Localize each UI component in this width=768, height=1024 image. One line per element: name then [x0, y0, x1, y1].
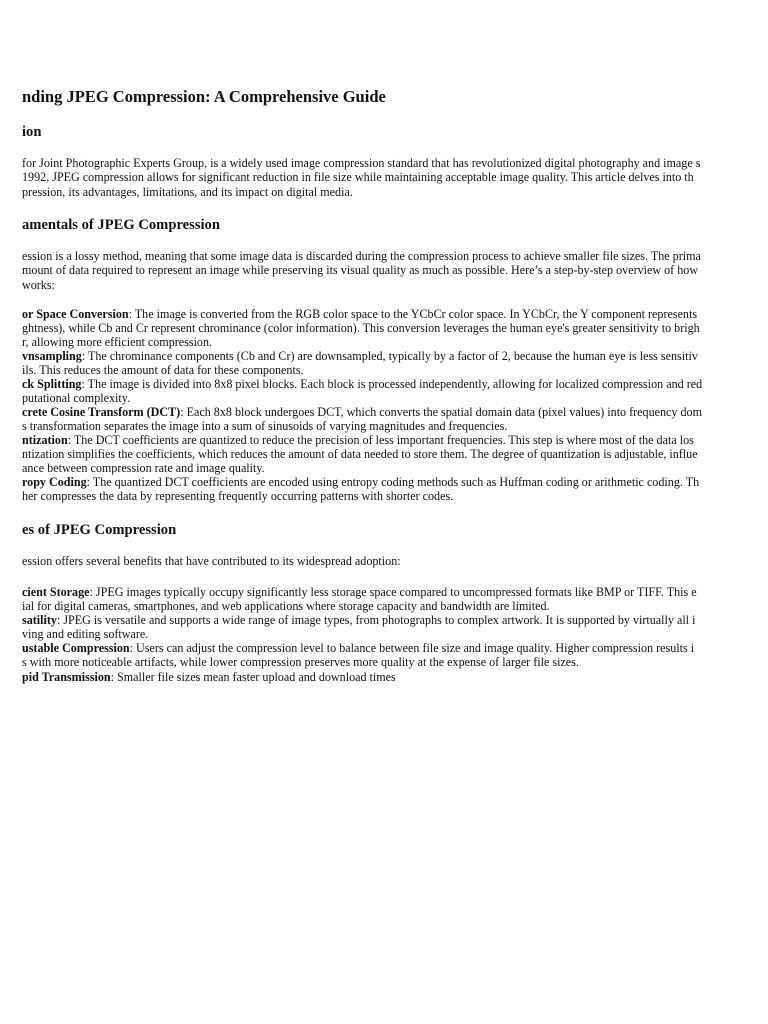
list-item-term: vnsampling: [22, 349, 82, 363]
list-item-term: ustable Compression: [22, 641, 130, 655]
paragraph-line: 1992, JPEG compression allows for significant reduction in file size while maintaining acceptable image quality. This article delves into th: [22, 170, 694, 184]
list-item-continuation: her compresses the data by representing frequently occurring patterns with shorter codes.: [22, 489, 454, 503]
list-item-continuation: ance between compression rate and image quality.: [22, 461, 265, 475]
list-item-continuation: ial for digital cameras, smartphones, and web applications where storage capacity and bandwidth are limited.: [22, 599, 550, 613]
list-item-downsampling: [22, 349, 698, 363]
list-item-text: : JPEG is versatile and supports a wide range of image types, from photographs to complex artwork. It is supported by virtually all i: [56, 613, 696, 627]
list-item-color-space-conversion: [22, 307, 697, 321]
list-item-term: pid Transmission: [22, 670, 111, 684]
paragraph-line: pression, its advantages, limitations, and its impact on digital media.: [22, 185, 353, 199]
list-item-continuation: s transformation separates the image into a sum of sinusoids of varying magnitudes and frequencies.: [22, 419, 508, 433]
list-item-term: crete Cosine Transform (DCT): [22, 405, 181, 419]
list-item-quantization: [22, 433, 694, 447]
list-item-term: ntization: [22, 433, 68, 447]
paragraph-line: ession offers several benefits that have contributed to its widespread adoption:: [22, 554, 401, 568]
section-heading-introduction: ion: [22, 124, 42, 140]
paragraph-line: mount of data required to represent an image while preserving its visual quality as much as possible. Here’s a step-by-step overview of how: [22, 263, 699, 277]
list-item-text: : JPEG images typically occupy significantly less storage space compared to uncompressed formats like BMP or TIFF. This e: [89, 585, 697, 599]
list-item-continuation: ils. This reduces the amount of data for these components.: [22, 363, 304, 377]
list-item-versatility: [22, 613, 695, 627]
list-item-text: : Smaller file sizes mean faster upload and download times: [110, 670, 396, 684]
list-item-continuation: putational complexity.: [22, 391, 131, 405]
list-item-text: : The quantized DCT coefficients are encoded using entropy coding methods such as Huffman coding or arithmetic coding. Th: [86, 475, 700, 489]
list-item-text: : The image is converted from the RGB color space to the YCbCr color space. In YCbCr, the Y component represents: [128, 307, 698, 321]
list-item-continuation: s with more noticeable artifacts, while lower compression preserves more quality at the expense of larger file sizes.: [22, 655, 579, 669]
list-item-rapid-transmission: [22, 670, 396, 684]
list-item-continuation: r, allowing more efficient compression.: [22, 335, 213, 349]
list-item-dct: [22, 405, 702, 419]
list-item-entropy-coding: [22, 475, 699, 489]
paragraph-line: for Joint Photographic Experts Group, is a widely used image compression standard that has revolutionized digital photography and image s: [22, 156, 701, 170]
list-item-adjustable-compression: [22, 641, 694, 655]
list-item-continuation: ghtness), while Cb and Cr represent chrominance (color information). This conversion leverages the human eye's greater sensitivity to brigh: [22, 321, 700, 335]
paragraph-line: ession is a lossy method, meaning that some image data is discarded during the compression process to achieve smaller file sizes. The prima: [22, 249, 701, 263]
list-item-term: ropy Coding: [22, 475, 87, 489]
list-item-block-splitting: [22, 377, 702, 391]
section-heading-advantages: es of JPEG Compression: [22, 522, 177, 538]
list-item-term: cient Storage: [22, 585, 90, 599]
page-title: nding JPEG Compression: A Comprehensive Guide: [22, 87, 386, 106]
list-item-term: or Space Conversion: [22, 307, 129, 321]
section-heading-fundamentals: amentals of JPEG Compression: [22, 217, 220, 233]
list-item-text: : The chrominance components (Cb and Cr) are downsampled, typically by a factor of 2, because the human eye is less sensitiv: [81, 349, 698, 363]
list-item-continuation: ving and editing software.: [22, 627, 149, 641]
list-item-continuation: ntization simplifies the coefficients, which reduces the amount of data needed to store them. The degree of quantization is adjustable, influe: [22, 447, 698, 461]
list-item-text: : Each 8x8 block undergoes DCT, which converts the spatial domain data (pixel values) into frequency dom: [180, 405, 702, 419]
list-item-efficient-storage: [22, 585, 697, 599]
paragraph-line: works:: [22, 278, 55, 292]
list-item-term: ck Splitting: [22, 377, 82, 391]
list-item-term: satility: [22, 613, 57, 627]
list-item-text: : Users can adjust the compression level to balance between file size and image quality. Higher compression results i: [129, 641, 695, 655]
list-item-text: : The DCT coefficients are quantized to reduce the precision of less important frequencies. This step is where most of the data los: [67, 433, 694, 447]
list-item-text: : The image is divided into 8x8 pixel blocks. Each block is processed independently, allowing for localized compression and red: [81, 377, 703, 391]
